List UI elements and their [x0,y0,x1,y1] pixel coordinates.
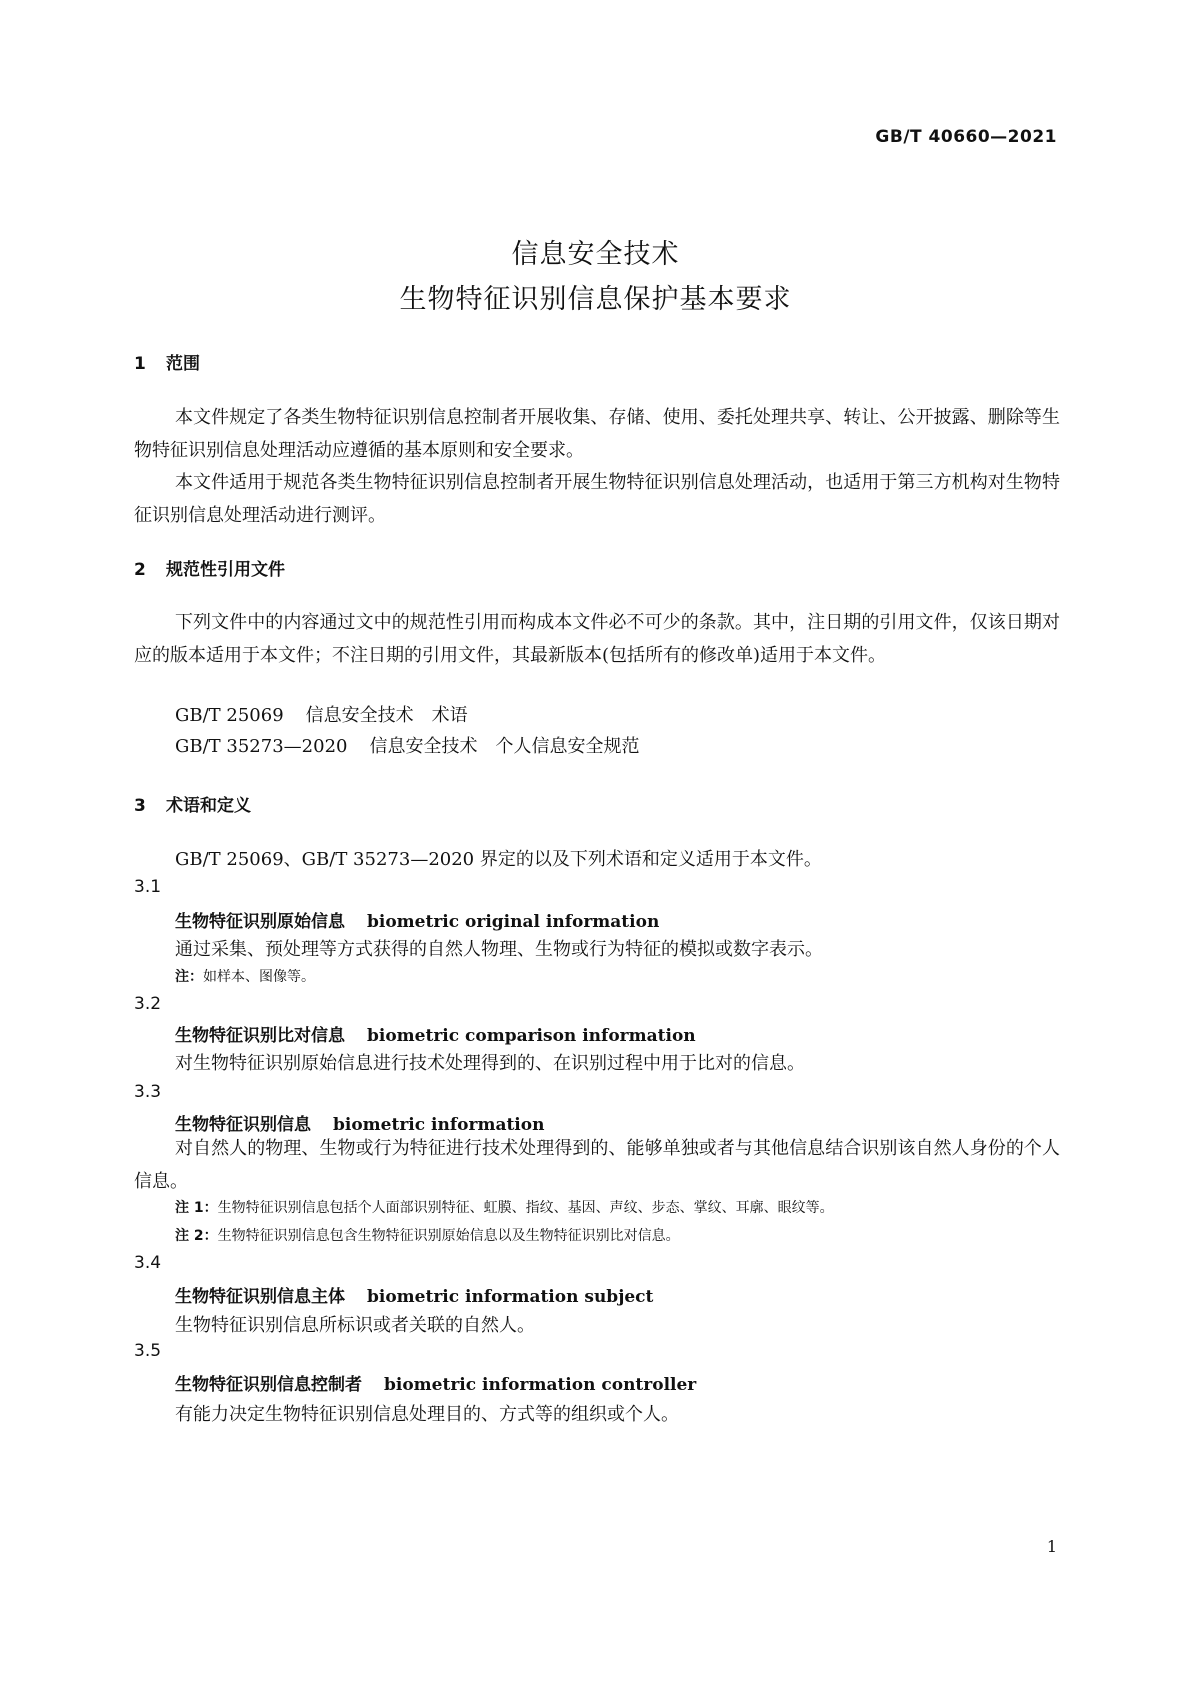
term-note [175,1197,834,1217]
term-english: biometric information [333,1115,545,1135]
term-definition: 生物特征识别信息所标识或者关联的自然人。 [175,1315,535,1336]
note-text: 生物特征识别信息包括个人面部识别特征、虹膜、指纹、基因、声纹、步态、掌纹、耳廓、眼纹等。 [217,1200,834,1216]
note-label: 注： [175,969,203,985]
scope-paragraph-1: 本文件规定了各类生物特征识别信息控制者开展收集、存储、使用、委托处理共享、转让、公开披露、删除等生物特征识别信息处理活动应遵循的基本原则和安全要求。 [134,407,1060,461]
reference-item [175,732,639,758]
section-heading-terms-definitions [134,791,251,816]
clause-number: 3.4 [134,1253,162,1273]
section-number: 3 [134,796,146,816]
note-label: 注 2： [175,1228,218,1244]
term-entry [175,1021,696,1046]
section-number: 2 [134,560,146,580]
reference-code: GB/T 35273—2020 [175,736,348,757]
document-title-line2: 生物特征识别信息保护基本要求 [399,284,792,315]
document-title-line1: 信息安全技术 [511,239,680,270]
references-intro-paragraph: 下列文件中的内容通过文中的规范性引用而构成本文件必不可少的条款。其中，注日期的引用文件，仅该日期对应的版本适用于本文件；不注日期的引用文件，其最新版本(包括所有的修改单)适用于本文件。 [134,612,1060,666]
term-english: biometric comparison information [367,1026,696,1046]
reference-item [175,701,468,727]
reference-title: 信息安全技术 个人信息安全规范 [369,736,640,757]
section-title: 术语和定义 [166,796,251,816]
term-note [175,966,315,986]
note-label: 注 1： [175,1200,218,1216]
section-title: 规范性引用文件 [166,560,285,580]
term-definition: 对自然人的物理、生物或行为特征进行技术处理得到的、能够单独或者与其他信息结合识别该自然人身份的个人信息。 [134,1138,1060,1192]
term-chinese: 生物特征识别信息主体 [175,1287,345,1307]
term-chinese: 生物特征识别信息控制者 [175,1375,362,1395]
section-heading-normative-references [134,555,285,580]
terms-intro-paragraph: GB/T 25069、GB/T 35273—2020 界定的以及下列术语和定义适用于本文件。 [175,849,822,870]
term-definition: 有能力决定生物特征识别信息处理目的、方式等的组织或个人。 [175,1404,679,1425]
term-entry [175,1282,653,1307]
term-note [175,1225,680,1245]
clause-number: 3.2 [134,994,162,1014]
term-definition: 对生物特征识别原始信息进行技术处理得到的、在识别过程中用于比对的信息。 [175,1053,805,1074]
scope-paragraph-2: 本文件适用于规范各类生物特征识别信息控制者开展生物特征识别信息处理活动，也适用于第三方机构对生物特征识别信息处理活动进行测评。 [134,472,1060,526]
term-chinese: 生物特征识别比对信息 [175,1026,345,1046]
note-text: 生物特征识别信息包含生物特征识别原始信息以及生物特征识别比对信息。 [217,1228,680,1244]
term-english: biometric information controller [384,1375,697,1395]
term-chinese: 生物特征识别信息 [175,1115,311,1135]
note-text: 如样本、图像等。 [203,969,315,985]
section-number: 1 [134,354,146,374]
term-entry [175,1370,696,1395]
term-entry [175,907,659,932]
reference-code: GB/T 25069 [175,705,284,726]
page-number: 1 [1046,1537,1057,1556]
section-heading-scope [134,349,200,374]
reference-title: 信息安全技术 术语 [305,705,468,726]
clause-number: 3.3 [134,1082,162,1102]
clause-number: 3.1 [134,877,162,897]
standard-code: GB/T 40660—2021 [875,127,1057,147]
section-title: 范围 [166,354,200,374]
term-english: biometric information subject [367,1287,654,1307]
term-chinese: 生物特征识别原始信息 [175,912,345,932]
term-english: biometric original information [367,912,660,932]
clause-number: 3.5 [134,1341,162,1361]
term-definition: 通过采集、预处理等方式获得的自然人物理、生物或行为特征的模拟或数字表示。 [175,939,823,960]
